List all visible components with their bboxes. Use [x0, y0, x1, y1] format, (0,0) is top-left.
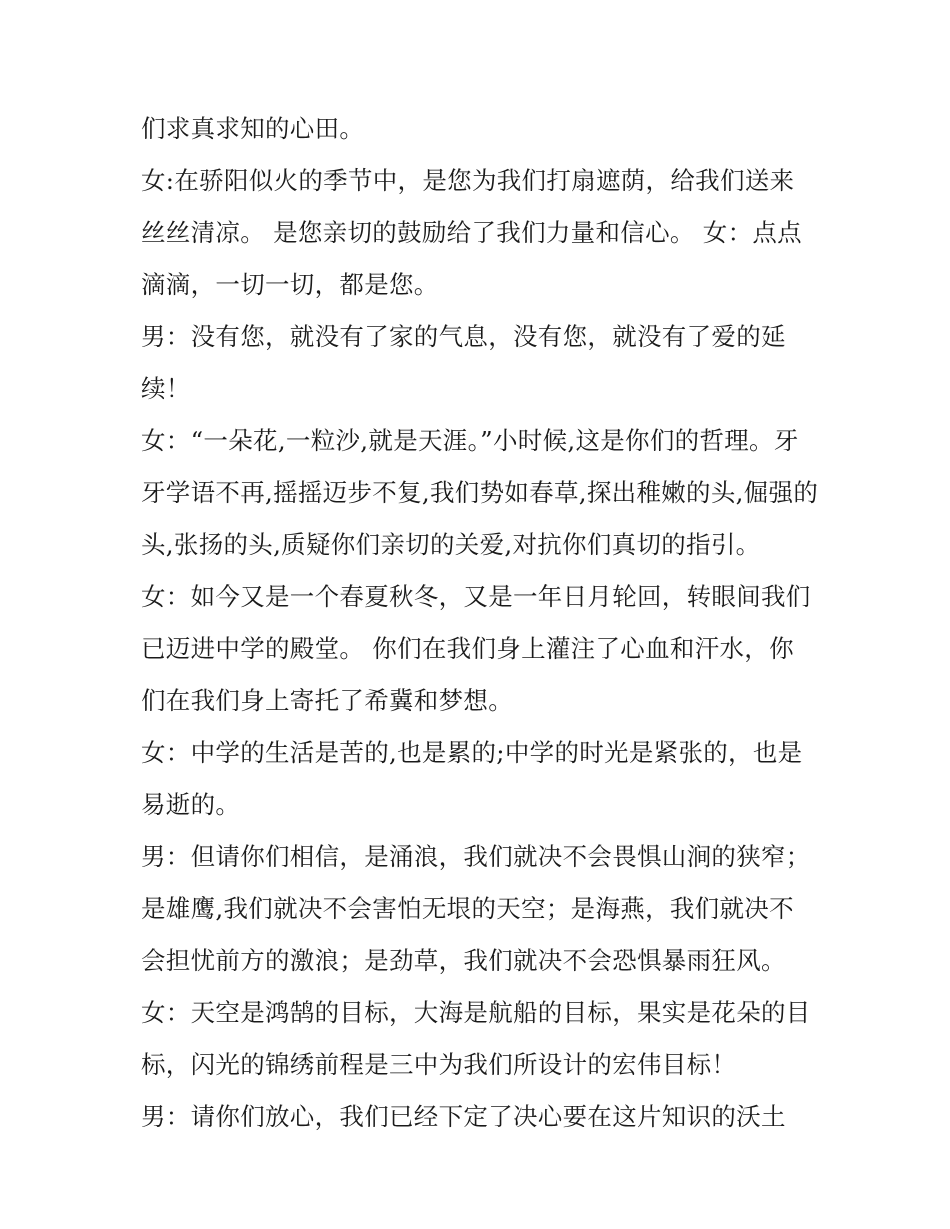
text-line: 已迈进中学的殿堂。 你们在我们身上灌注了心血和汗水，你 — [141, 634, 794, 663]
text-line: 牙学语不再,摇摇迈步不复,我们势如春草,探出稚嫩的头,倔强的 — [141, 478, 819, 507]
text-line: 标，闪光的锦绣前程是三中为我们所设计的宏伟目标！ — [141, 1050, 737, 1079]
text-line: 女:在骄阳似火的季节中，是您为我们打扇遮荫，给我们送来 — [141, 166, 795, 195]
text-line: 女：中学的生活是苦的,也是累的;中学的时光是紧张的，也是 — [141, 738, 803, 767]
text-line: 们在我们身上寄托了希冀和梦想。 — [141, 686, 513, 715]
text-line: 男：但请你们相信，是涌浪，我们就决不会畏惧山涧的狭窄； — [141, 842, 811, 871]
text-line: 续！ — [141, 374, 191, 403]
text-line: 女：“一朵花,一粒沙,就是天涯。”小时候,这是你们的哲理。牙 — [141, 426, 799, 455]
text-line: 丝丝清凉。 是您亲切的鼓励给了我们力量和信心。 女：点点 — [141, 218, 802, 247]
text-line: 女：天空是鸿鹄的目标，大海是航船的目标，果实是花朵的目 — [141, 998, 811, 1027]
text-line: 会担忧前方的激浪；是劲草，我们就决不会恐惧暴雨狂风。 — [141, 946, 786, 975]
text-line: 头,张扬的头,质疑你们亲切的关爱,对抗你们真切的指引。 — [141, 530, 761, 559]
text-line: 男：请你们放心，我们已经下定了决心要在这片知识的沃土 — [141, 1102, 786, 1131]
text-line: 们求真求知的心田。 — [141, 114, 365, 143]
text-line: 男：没有您，就没有了家的气息，没有您，就没有了爱的延 — [141, 322, 786, 351]
text-line: 易逝的。 — [141, 790, 241, 819]
text-line: 女：如今又是一个春夏秋冬，又是一年日月轮回，转眼间我们 — [141, 582, 811, 611]
text-line: 滴滴，一切一切，都是您。 — [141, 270, 439, 299]
text-line: 是雄鹰,我们就决不会害怕无垠的天空；是海燕，我们就决不 — [141, 894, 794, 923]
